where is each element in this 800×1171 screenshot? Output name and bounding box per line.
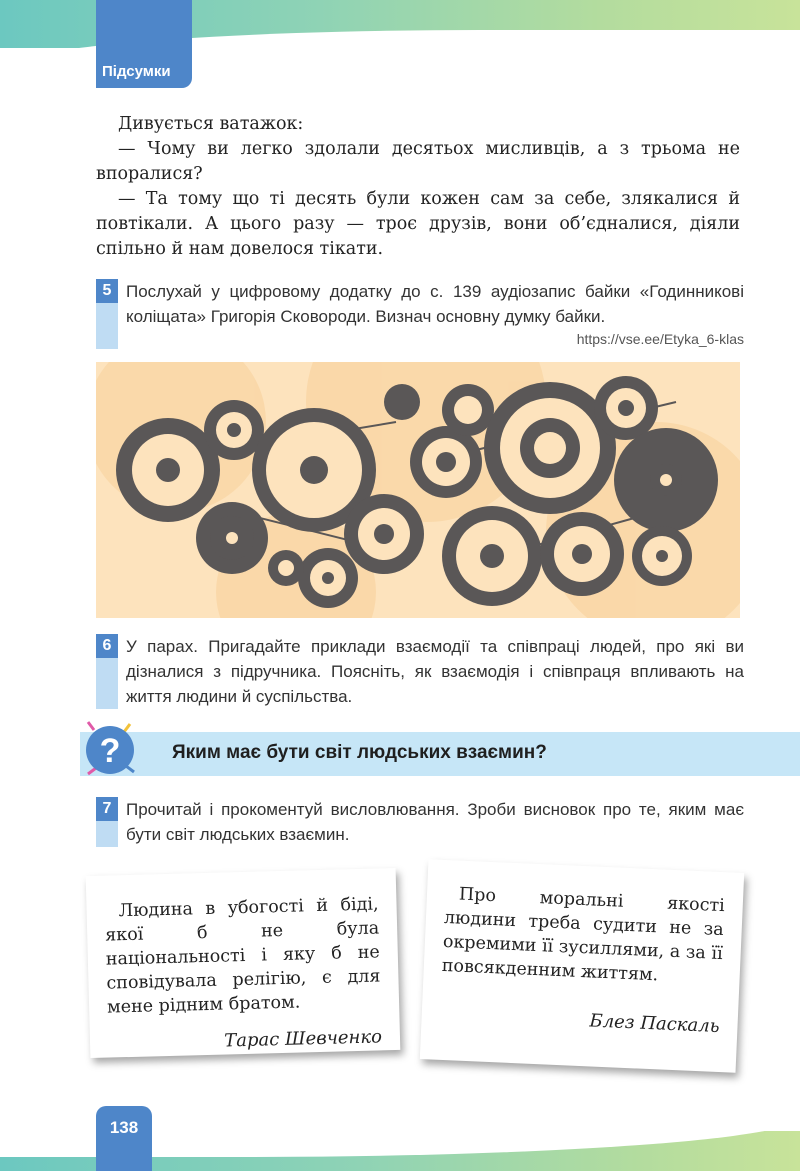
- section-tab: [96, 0, 192, 88]
- question-heading: Яким має бути світ людських взаємин?: [172, 742, 547, 763]
- quote-paragraph: Про моральні якості людини треба судити не за окремими її зусиллями, а за її повсякденним життям.: [441, 884, 726, 986]
- task-text: У парах. Пригадайте приклади взаємодії та співпраці людей, про які ви дізналися з підручника. Поясніть, як взаємодія і співпраця впливають на життя людини й суспільства.: [126, 637, 744, 706]
- story-paragraph: Дивується ватажок:: [118, 114, 304, 134]
- task-link[interactable]: https://vse.ee/Etyka_6-klas: [576, 331, 744, 347]
- page-number: 138: [109, 1118, 139, 1137]
- task-6: [96, 634, 744, 709]
- task-number: 7: [96, 797, 118, 821]
- question-mark-icon: [78, 718, 142, 782]
- gears-image: [96, 362, 740, 618]
- svg-text:?: ?: [99, 732, 121, 770]
- gears-illustration: [96, 362, 740, 618]
- story-text: [96, 112, 740, 262]
- quote-author: Блез Паскаль: [589, 1010, 720, 1038]
- quote-text: [423, 859, 744, 991]
- task-5: [96, 279, 744, 349]
- quote-paragraph: Людина в убогості й біді, якої б не була національності і яку б не сповідувала релігію, є для мене рідним братом.: [104, 894, 381, 1018]
- quote-author: Тарас Шевченко: [223, 1026, 383, 1052]
- task-text: Прочитай і прокоментуй висловлювання. Зроби висновок про те, яким має бути світ людських взаємин.: [126, 800, 744, 844]
- story-paragraph: — Та тому що ті десять були кожен сам за себе, злякалися й повтікали. А цього разу — троє друзів, вони об’єдналися, діяли спільно й нам довелося тікати.: [96, 189, 740, 259]
- task-number: 5: [96, 279, 118, 303]
- section-label: Підсумки: [102, 63, 171, 80]
- quote-card-shevchenko: [86, 868, 401, 1058]
- question-band: [80, 732, 800, 776]
- page-number-tab: [96, 1106, 152, 1171]
- task-7: [96, 797, 744, 847]
- task-number: 6: [96, 634, 118, 658]
- quote-text: [86, 868, 400, 1020]
- story-paragraph: — Чому ви легко здолали десятьох мисливців, а з трьома не впоралися?: [96, 139, 740, 184]
- task-text: Послухай у цифровому додатку до с. 139 аудіозапис байки «Годинникові коліщата» Григорія Сковороди. Визнач основну думку байки.: [126, 282, 744, 326]
- quote-card-pascal: [420, 859, 744, 1073]
